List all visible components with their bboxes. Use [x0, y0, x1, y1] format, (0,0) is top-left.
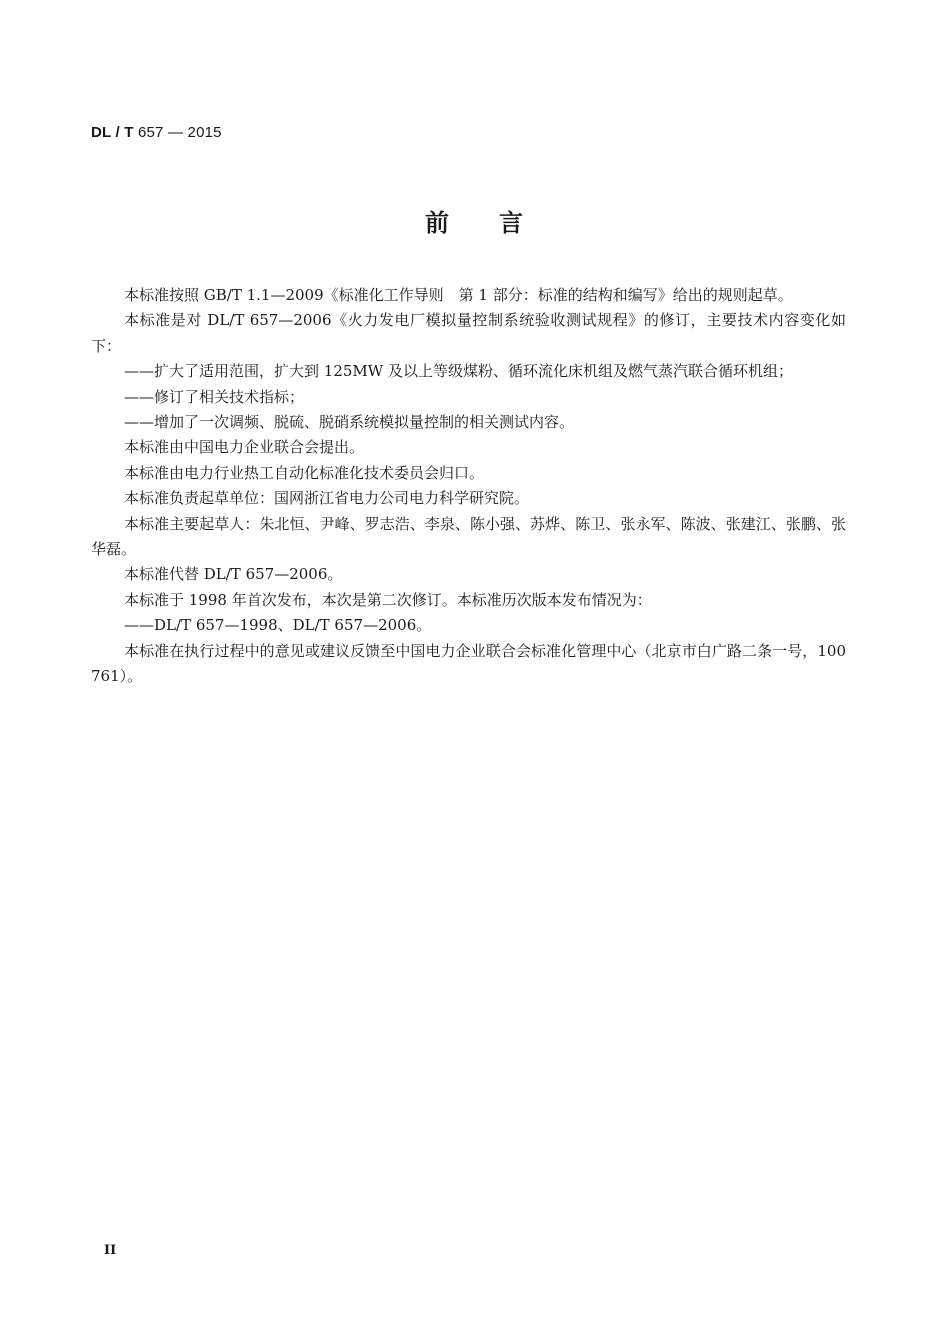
paragraph-drafting-rules: 本标准按照 GB/T 1.1—2009《标准化工作导则 第 1 部分：标准的结构和编写》给出的规则起草。 — [124, 286, 793, 304]
paragraph-proposer: 本标准由中国电力企业联合会提出。 — [124, 438, 365, 457]
paragraph-drafters: 本标准主要起草人：朱北恒、尹峰、罗志浩、李泉、陈小强、苏烨、陈卫、张永军、陈波、张建江、张鹏、张华磊。 — [91, 514, 846, 559]
paragraph-feedback: 本标准在执行过程中的意见或建议反馈至中国电力企业联合会标准化管理中心（北京市白广路二条一号，100761）。 — [91, 641, 846, 686]
standard-code-prefix: DL / T — [91, 124, 134, 141]
list-item: ——增加了一次调频、脱硫、脱硝系统模拟量控制的相关测试内容。 — [124, 413, 575, 432]
list-item: ——修订了相关技术指标； — [124, 387, 305, 406]
title-char-2: 言 — [499, 209, 525, 237]
standard-code — [91, 124, 222, 141]
paragraph-replaces: 本标准代替 DL/T 657—2006。 — [124, 565, 343, 584]
paragraph-committee: 本标准由电力行业热工自动化标准化技术委员会归口。 — [124, 463, 485, 482]
paragraph-drafting-unit: 本标准负责起草单位：国网浙江省电力公司电力科学研究院。 — [124, 489, 530, 508]
title-char-1: 前 — [425, 209, 451, 237]
standard-code-number: 657 — 2015 — [133, 124, 222, 141]
paragraph-history: 本标准于 1998 年首次发布，本次是第二次修订。本标准历次版本发布情况为： — [124, 590, 652, 609]
page-title — [0, 203, 950, 238]
list-item: ——扩大了适用范围，扩大到 125MW 及以上等级煤粉、循环流化床机组及燃气蒸汽联合循环机组； — [124, 362, 793, 381]
list-item: ——DL/T 657—1998、DL/T 657—2006。 — [124, 616, 432, 635]
paragraph-revision-summary: 本标准是对 DL/T 657—2006《火力发电厂模拟量控制系统验收测试规程》的修订，主要技术内容变化如下： — [91, 311, 846, 355]
foreword-body — [91, 283, 846, 690]
page-number: II — [104, 1243, 117, 1258]
